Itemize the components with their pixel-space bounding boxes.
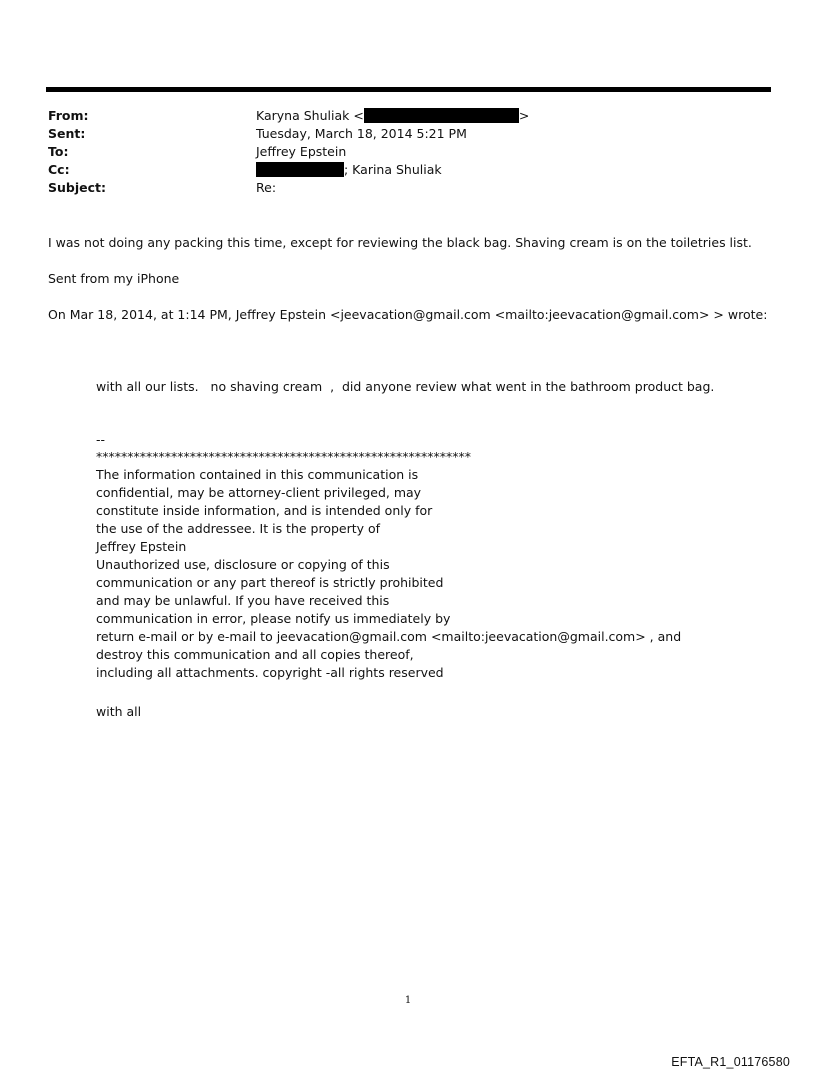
from-value	[256, 107, 529, 125]
page-number: 1	[404, 995, 412, 1006]
redaction-box	[256, 162, 344, 177]
disclaimer-line: Unauthorized use, disclosure or copying of this	[96, 557, 390, 572]
to-label: To:	[48, 144, 69, 159]
disclaimer	[96, 466, 681, 682]
cc-value	[256, 161, 442, 179]
to-value: Jeffrey Epstein	[256, 144, 347, 159]
disclaimer-line: the use of the addressee. It is the property of	[96, 521, 381, 536]
disclaimer-line: and may be unlawful. If you have received this	[96, 593, 390, 608]
to-row	[48, 143, 768, 161]
header-divider	[46, 87, 771, 92]
signature-dashes: --	[96, 432, 106, 447]
subject-value: Re:	[256, 180, 277, 195]
from-row	[48, 107, 768, 125]
sent-value: Tuesday, March 18, 2014 5:21 PM	[256, 126, 467, 141]
disclaimer-line: communication in error, please notify us immediately by	[96, 611, 451, 626]
email-header	[48, 107, 768, 197]
disclaimer-line: destroy this communication and all copies thereof,	[96, 647, 414, 662]
stars-divider: ************************************************************	[96, 449, 471, 464]
trailing-text: with all	[96, 704, 142, 719]
signature: Sent from my iPhone	[48, 271, 180, 286]
quote-header: On Mar 18, 2014, at 1:14 PM, Jeffrey Epstein <jeevacation@gmail.com <mailto:jeevacation@gmail.com> > wrote:	[48, 307, 768, 322]
from-suffix: >	[518, 108, 530, 123]
disclaimer-line: The information contained in this communication is	[96, 467, 419, 482]
disclaimer-line: including all attachments. copyright -all rights reserved	[96, 665, 444, 680]
redaction-box	[364, 108, 519, 123]
cc-row	[48, 161, 768, 179]
disclaimer-line: communication or any part thereof is strictly prohibited	[96, 575, 444, 590]
from-label: From:	[48, 108, 89, 123]
disclaimer-line: constitute inside information, and is intended only for	[96, 503, 433, 518]
disclaimer-line: return e-mail or by e-mail to jeevacation@gmail.com <mailto:jeevacation@gmail.com> , and	[96, 629, 682, 644]
cc-label: Cc:	[48, 162, 70, 177]
cc-names: ; Karina Shuliak	[344, 162, 442, 177]
from-name: Karyna Shuliak <	[256, 108, 364, 123]
sent-row	[48, 125, 768, 143]
subject-row	[48, 179, 768, 197]
document-id: EFTA_R1_01176580	[671, 1055, 790, 1069]
sent-label: Sent:	[48, 126, 86, 141]
reply-text: I was not doing any packing this time, except for reviewing the black bag. Shaving cream is on the toiletries list.	[48, 235, 752, 250]
subject-label: Subject:	[48, 180, 106, 195]
disclaimer-line: confidential, may be attorney-client privileged, may	[96, 485, 422, 500]
disclaimer-line: Jeffrey Epstein	[96, 539, 187, 554]
quoted-message: with all our lists. no shaving cream , did anyone review what went in the bathroom product bag.	[96, 379, 715, 394]
